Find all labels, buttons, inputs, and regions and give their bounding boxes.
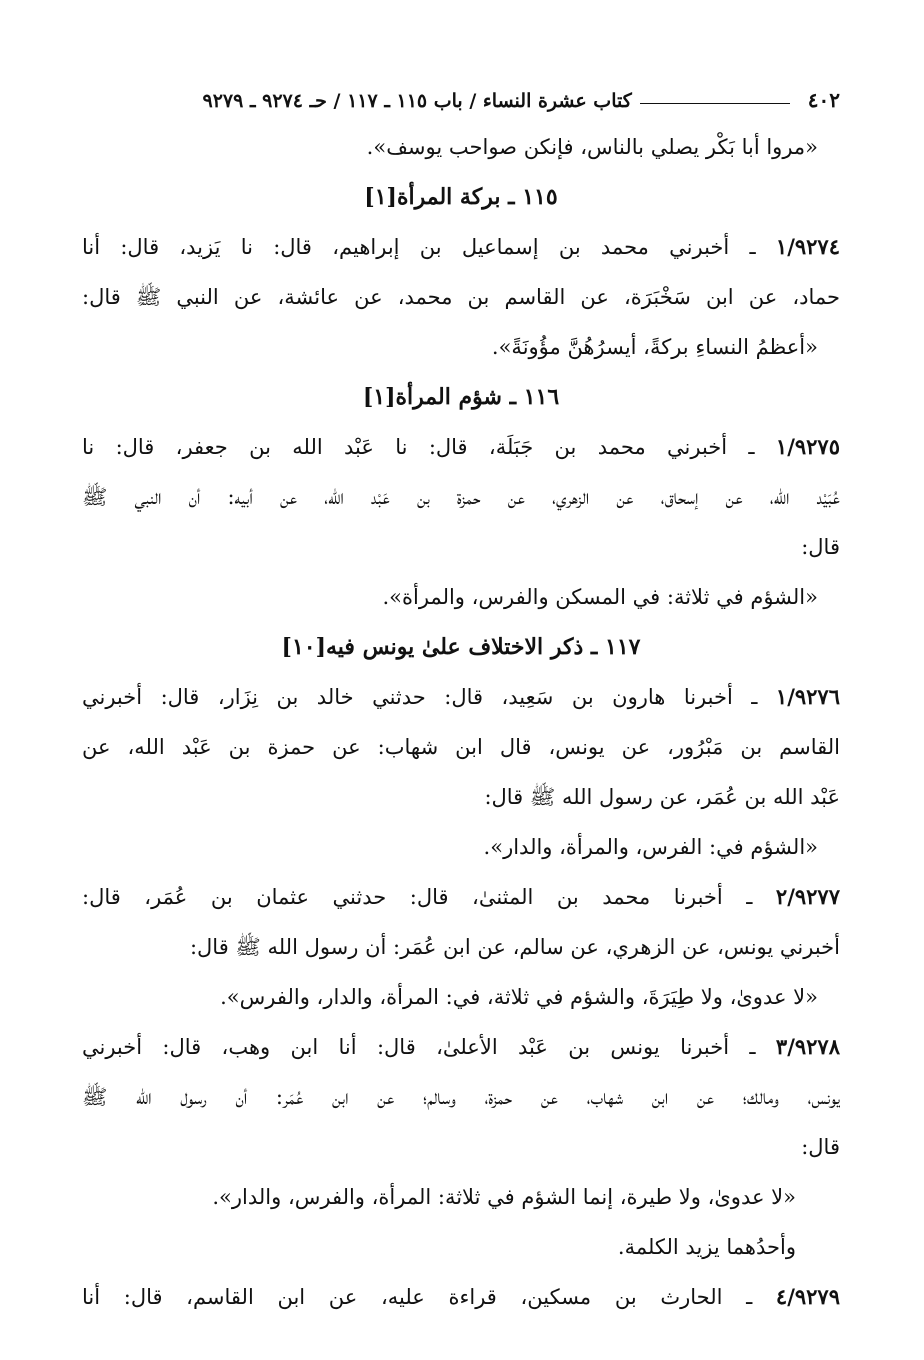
- hadith-isnad-line: [82, 872, 840, 922]
- hadith-isnad-text: ـ أخبرنا يونس بن عَبْد الأعلىٰ، قال: أنا ابن وهب، قال: أخبرني: [82, 1035, 776, 1059]
- header-rule: [640, 103, 790, 104]
- hadith-isnad-text: ـ أخبرني محمد بن جَبَلَة، قال: نا عَبْد الله بن جعفر، قال: نا: [82, 435, 776, 459]
- section-heading: ١١٧ ـ ذكر الاختلاف علىٰ يونس فيه[١٠]: [281, 634, 641, 660]
- hadith-quote: «لا عدوىٰ، ولا طيرة، إنما الشؤم في ثلاثة: المرأة، والفرس، والدار».: [212, 1185, 796, 1209]
- hadith-number: ٣/٩٢٧٨: [775, 1034, 840, 1059]
- hadith-isnad-line: [82, 422, 840, 472]
- hadith-number: ١/٩٢٧٦: [775, 684, 840, 709]
- body-text-line: أخبرني يونس، عن الزهري، عن سالم، عن ابن عُمَر: أن رسول الله ﷺ قال:: [189, 935, 840, 959]
- body-text-line: عُبَيْد الله، عن إسحاق، عن الزهري، عن حمزة بن عَبْد الله، عن أبيه: أن النبي ﷺ: [82, 485, 840, 509]
- page-number: ٤٠٢: [807, 88, 840, 112]
- body-text-line: عَبْد الله بن عُمَر، عن رسول الله ﷺ قال:: [484, 785, 840, 809]
- hadith-quote: «مروا أبا بَكْر يصلي بالناس، فإنكن صواحب يوسف».: [366, 135, 818, 159]
- body-text-line: قال:: [801, 535, 840, 559]
- hadith-quote: «الشؤم في: الفرس، والمرأة، والدار».: [483, 835, 818, 859]
- hadith-isnad-line: [82, 222, 840, 272]
- hadith-quote: «الشؤم في ثلاثة: في المسكن والفرس، والمرأة».: [382, 585, 818, 609]
- page-body: [82, 122, 840, 1322]
- hadith-number: ٤/٩٢٧٩: [775, 1284, 840, 1309]
- header-spacer: [82, 112, 840, 122]
- hadith-isnad-line: [82, 672, 840, 722]
- hadith-isnad-line: [82, 1022, 840, 1072]
- hadith-isnad-text: ـ أخبرنا هارون بن سَعِيد، قال: حدثني خالد بن نِزَار، قال: أخبرني: [82, 685, 776, 709]
- hadith-number: ١/٩٢٧٤: [775, 234, 840, 259]
- section-heading: ١١٦ ـ شؤم المرأة[١]: [362, 384, 560, 410]
- running-title: كتاب عشرة النساء / باب ١١٥ ـ ١١٧ / حـ ٩٢٧٤ ـ ٩٢٧٩: [202, 90, 632, 112]
- hadith-quote: «أعظمُ النساءِ بركةً، أيسرُهُنَّ مؤُونَةً».: [491, 335, 818, 359]
- hadith-quote: وأحدُهما يزيد الكلمة.: [617, 1235, 796, 1259]
- hadith-number: ٢/٩٢٧٧: [775, 884, 840, 909]
- body-text-line: القاسم بن مَبْرُور، عن يونس، قال ابن شهاب: عن حمزة بن عَبْد الله، عن: [82, 735, 840, 759]
- body-text-line: حماد، عن ابن سَخْبَرَة، عن القاسم بن محمد، عن عائشة، عن النبي ﷺ قال:: [82, 285, 840, 309]
- hadith-isnad-text: ـ الحارث بن مسكين، قراءة عليه، عن ابن القاسم، قال: أنا: [82, 1285, 776, 1309]
- hadith-quote: «لا عدوىٰ، ولا طِيَرَةَ، والشؤم في ثلاثة، في: المرأة، والدار، والفرس».: [220, 985, 818, 1009]
- page-header: [82, 78, 840, 112]
- hadith-number: ١/٩٢٧٥: [775, 434, 840, 459]
- body-text-line: قال:: [801, 1135, 840, 1159]
- hadith-isnad-text: ـ أخبرنا محمد بن المثنىٰ، قال: حدثني عثمان بن عُمَر، قال:: [82, 885, 776, 909]
- hadith-isnad-text: ـ أخبرني محمد بن إسماعيل بن إبراهيم، قال: نا يَزيد، قال: أنا: [82, 235, 776, 259]
- hadith-isnad-line: [82, 1272, 840, 1322]
- body-text-line: يونس، ومالك؛ عن ابن شهاب، عن حمزة، وسالم؛ عن ابن عُمَر: أن رسول الله ﷺ: [82, 1085, 840, 1109]
- section-heading: ١١٥ ـ بركة المرأة[١]: [364, 184, 558, 210]
